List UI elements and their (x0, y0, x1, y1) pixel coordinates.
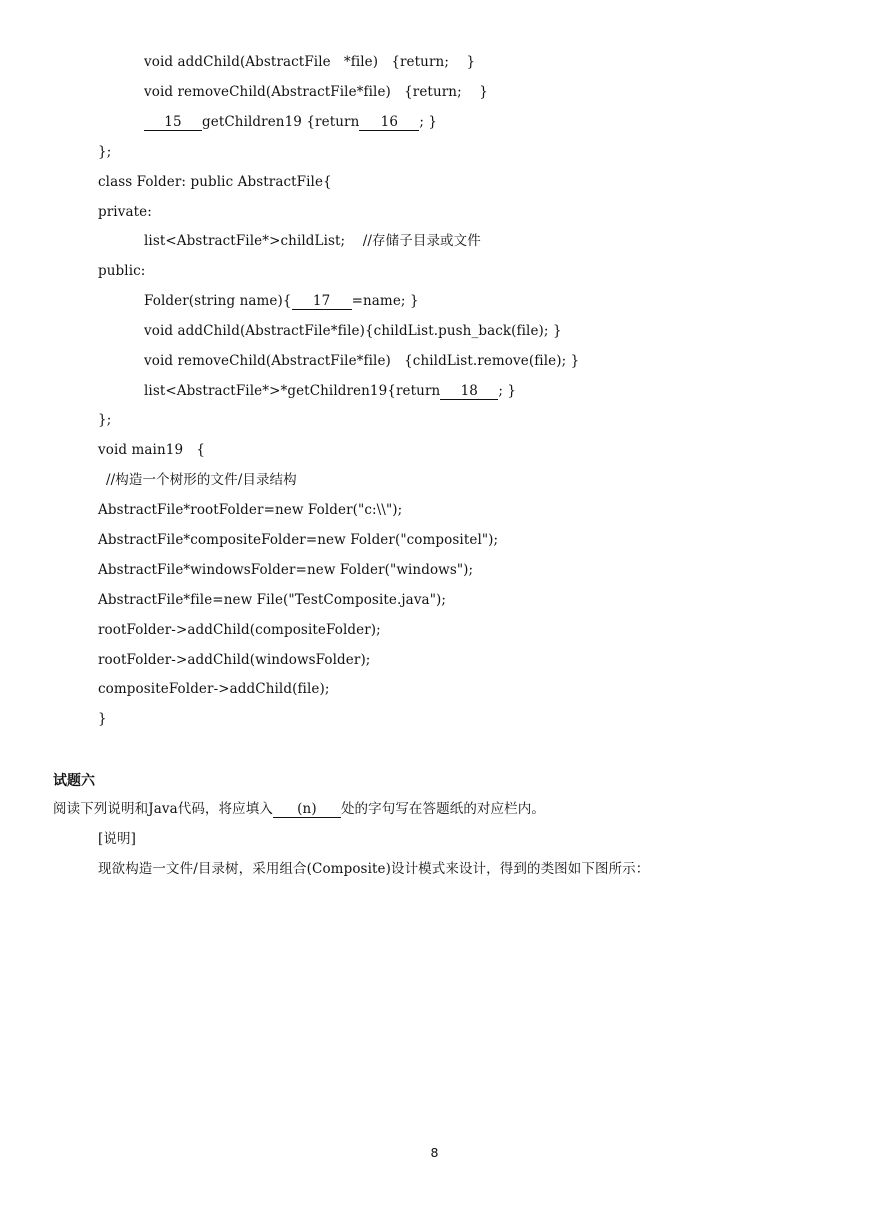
code-line: private: (98, 204, 152, 220)
code-line: AbstractFile*rootFolder=new Folder("c:\\"); (98, 502, 403, 518)
code-line: void addChild(AbstractFile *file) {return; } (144, 54, 476, 70)
code-line: AbstractFile*windowsFolder=new Folder("windows"); (98, 562, 474, 578)
code-line (144, 113, 437, 131)
description-text: 现欲构造一文件/目录树，采用组合(Composite)设计模式来设计，得到的类图如下图所示： (98, 861, 650, 877)
code-text: ; } (419, 114, 438, 130)
code-line: void main19 { (98, 442, 206, 458)
code-text: getChildren19 {return (202, 114, 360, 130)
fill-blank: 16 (359, 115, 419, 131)
code-line: class Folder: public AbstractFile{ (98, 174, 332, 190)
fill-blank: 17 (292, 294, 352, 310)
code-text: ; } (498, 383, 517, 399)
code-line: rootFolder->addChild(compositeFolder); (98, 622, 381, 638)
code-line: AbstractFile*compositeFolder=new Folder("compositel"); (98, 532, 499, 548)
code-line: }; (98, 412, 112, 428)
instruction-pre: 阅读下列说明和Java代码，将应填入 (53, 801, 273, 817)
code-line: }; (98, 144, 112, 160)
code-text: =name; } (351, 293, 419, 309)
instruction-post: 处的字句写在答题纸的对应栏内。 (340, 801, 545, 817)
code-line: void removeChild(AbstractFile*file) {childList.remove(file); } (144, 353, 580, 369)
code-line: public: (98, 263, 146, 279)
code-line (144, 292, 419, 310)
section-title: 试题六 (53, 773, 95, 789)
code-comment: //构造一个树形的文件/目录结构 (106, 472, 297, 488)
code-line: AbstractFile*file=new File("TestComposite.java"); (98, 592, 447, 608)
fill-blank: 15 (144, 115, 202, 131)
code-line (144, 382, 516, 400)
page-number: 8 (430, 1145, 439, 1160)
code-line: void removeChild(AbstractFile*file) {return; } (144, 84, 488, 100)
code-line: void addChild(AbstractFile*file){childList.push_back(file); } (144, 323, 562, 339)
code-line: compositeFolder->addChild(file); (98, 681, 330, 697)
code-text: list<AbstractFile*>*getChildren19{return (144, 383, 441, 399)
note-label: [说明] (98, 831, 136, 847)
code-line: rootFolder->addChild(windowsFolder); (98, 652, 371, 668)
fill-blank: 18 (440, 384, 498, 400)
code-line: } (98, 711, 107, 727)
code-line: list<AbstractFile*>childList; //存储子目录或文件 (144, 233, 481, 249)
instruction-text (53, 800, 545, 818)
fill-blank: (n) (273, 802, 341, 818)
code-text: Folder(string name){ (144, 293, 292, 309)
